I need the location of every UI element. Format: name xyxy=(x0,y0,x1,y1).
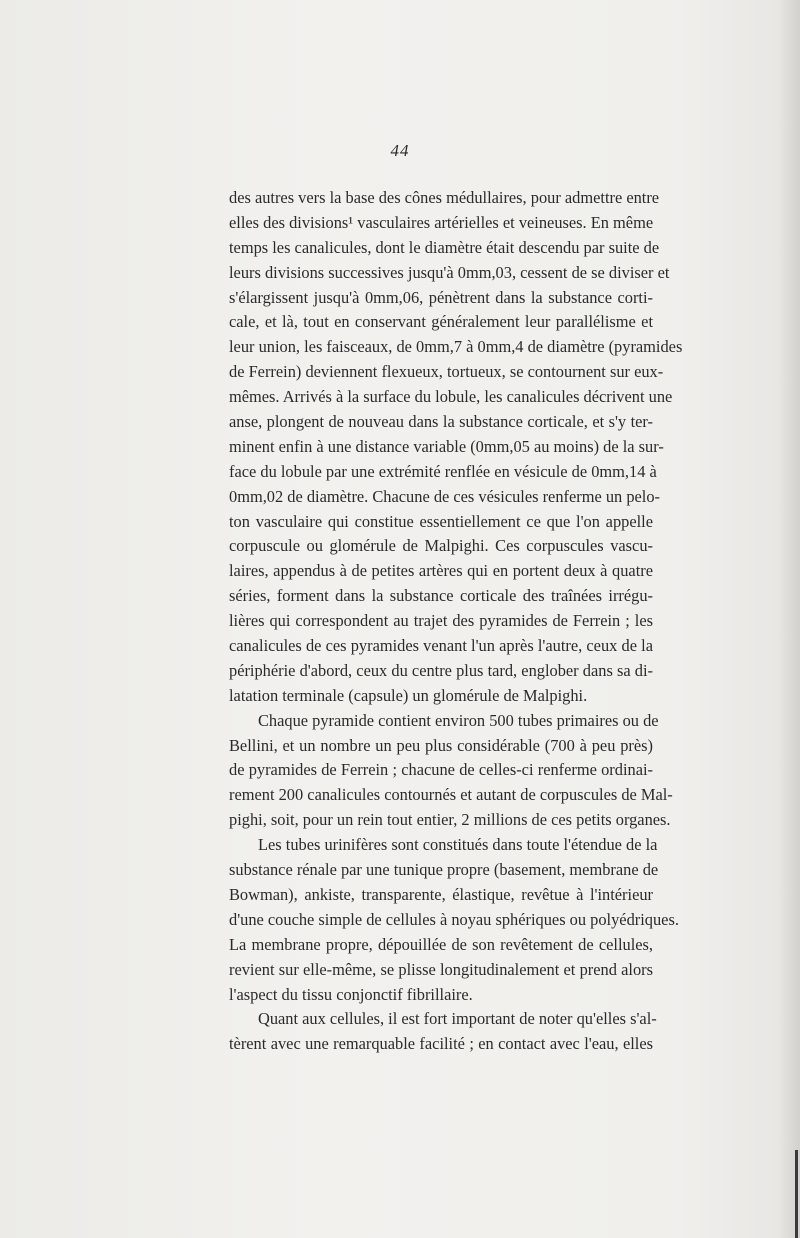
text-line: canalicules de ces pyramides venant l'un après l'autre, ceux de la xyxy=(229,636,653,656)
text-line: séries, forment dans la substance corticale des traînées irrégu- xyxy=(229,586,653,606)
text-line: pighi, soit, pour un rein tout entier, 2 millions de ces petits organes. xyxy=(229,810,671,830)
text-line: Chaque pyramide contient environ 500 tubes primaires ou de xyxy=(258,710,659,730)
text-line: Les tubes urinifères sont constitués dans toute l'étendue de la xyxy=(258,835,658,855)
page-edge-shadow xyxy=(778,0,800,1238)
text-line: elles des divisions¹ vasculaires artérielles et veineuses. En même xyxy=(229,212,654,232)
text-line: latation terminale (capsule) un glomérule de Malpighi. xyxy=(229,685,588,705)
text-line: s'élargissent jusqu'à 0mm,06, pénètrent dans la substance corti- xyxy=(229,287,653,307)
text-line: périphérie d'abord, ceux du centre plus tard, englober dans sa di- xyxy=(229,660,653,680)
text-line: leurs divisions successives jusqu'à 0mm,03, cessent de se diviser et xyxy=(229,262,670,282)
text-line: d'une couche simple de cellules à noyau sphériques ou polyédriques. xyxy=(229,909,679,929)
text-line: rement 200 canalicules contournés et autant de corpuscules de Mal- xyxy=(229,785,673,805)
text-line: laires, appendus à de petites artères qui en portent deux à quatre xyxy=(229,561,653,581)
text-line: de pyramides de Ferrein ; chacune de celles-ci renferme ordinai- xyxy=(229,760,653,780)
text-line: face du lobule par une extrémité renflée en vésicule de 0mm,14 à xyxy=(229,461,657,481)
text-line: Bellini, et un nombre un peu plus considérable (700 à peu près) xyxy=(229,735,653,755)
text-line: cale, et là, tout en conservant généralement leur parallélisme et xyxy=(229,312,653,332)
text-line: 0mm,02 de diamètre. Chacune de ces vésicules renferme un pelo- xyxy=(229,486,660,506)
text-line: ton vasculaire qui constitue essentiellement ce que l'on appelle xyxy=(229,511,653,531)
text-line: substance rénale par une tunique propre (basement, membrane de xyxy=(229,860,659,880)
text-line: anse, plongent de nouveau dans la substance corticale, et s'y ter- xyxy=(229,412,653,432)
body-text xyxy=(229,186,683,1057)
text-line: minent enfin à une distance variable (0mm,05 au moins) de la sur- xyxy=(229,436,664,456)
text-line: Quant aux cellules, il est fort important de noter qu'elles s'al- xyxy=(258,1009,657,1029)
text-line: Bowman), ankiste, transparente, élastique, revêtue à l'intérieur xyxy=(229,884,653,904)
text-line: leur union, les faisceaux, de 0mm,7 à 0mm,4 de diamètre (pyramides xyxy=(229,337,683,357)
text-line: lières qui correspondent au trajet des pyramides de Ferrein ; les xyxy=(229,611,653,631)
text-line: temps les canalicules, dont le diamètre était descendu par suite de xyxy=(229,237,660,257)
text-line: tèrent avec une remarquable facilité ; en contact avec l'eau, elles xyxy=(229,1034,653,1054)
text-line: de Ferrein) deviennent flexueux, tortueux, se contournent sur eux- xyxy=(229,362,664,382)
text-line: revient sur elle-même, se plisse longitudinalement et prend alors xyxy=(229,959,653,979)
text-line: l'aspect du tissu conjonctif fibrillaire. xyxy=(229,984,473,1004)
text-line: mêmes. Arrivés à la surface du lobule, les canalicules décrivent une xyxy=(229,387,673,407)
text-line: des autres vers la base des cônes médullaires, pour admettre entre xyxy=(229,188,660,207)
page-number: 44 xyxy=(390,141,410,160)
text-line: corpuscule ou glomérule de Malpighi. Ces corpuscules vascu- xyxy=(229,536,653,556)
text-line: La membrane propre, dépouillée de son revêtement de cellules, xyxy=(229,934,653,954)
binding-edge-mark xyxy=(795,1150,798,1238)
